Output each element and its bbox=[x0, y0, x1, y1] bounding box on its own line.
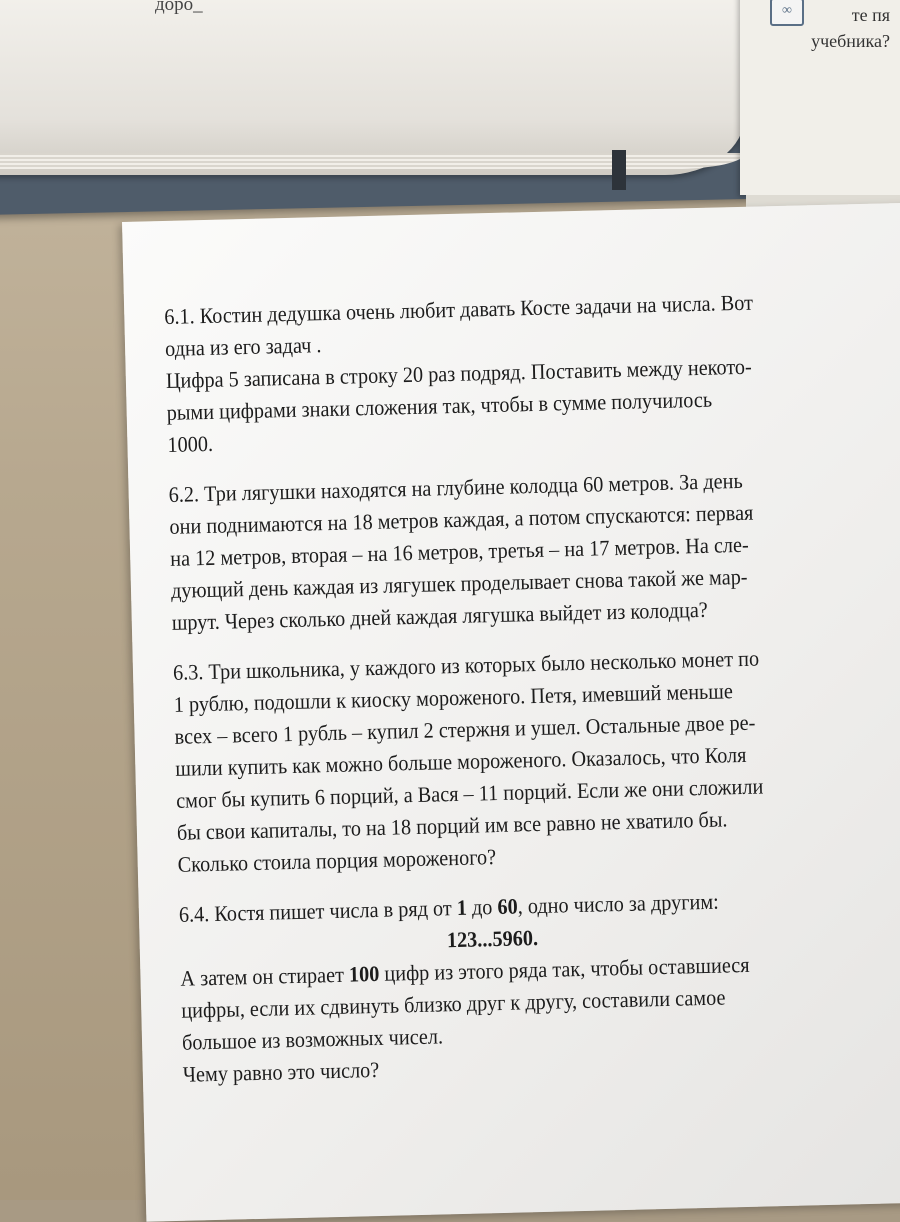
bold-number: 60 bbox=[497, 893, 518, 920]
problem-line: на 12 метров, вторая – на 16 метров, третья – на 17 метров. На сле- bbox=[169, 531, 749, 571]
worksheet-content bbox=[164, 286, 809, 1109]
problem-line: 1 рублю, подошли к киоску мороженого. Петя, имевший меньше bbox=[173, 678, 734, 717]
right-book-line-2: учебника? bbox=[811, 31, 890, 51]
problem-line: Цифра 5 записана в строку 20 раз подряд. Поставить между некото- bbox=[165, 353, 753, 393]
right-book-text bbox=[775, 2, 890, 54]
problem-6-2 bbox=[168, 464, 797, 639]
bold-number: 1 bbox=[456, 894, 468, 921]
problem-line: 6.3. Три школьника, у каждого из которых было несколько монет по bbox=[172, 645, 760, 685]
problem-text: цифр из этого ряда так, чтобы оставшиеся bbox=[378, 951, 750, 986]
problem-line: одна из его задач . bbox=[164, 332, 322, 361]
problem-6-4 bbox=[179, 884, 809, 1091]
problem-line: цифры, если их сдвинуть близко друг к другу, составили самое bbox=[180, 984, 726, 1023]
problem-text: , одно число за другим: bbox=[517, 888, 720, 919]
right-book-line-1: те пя bbox=[851, 5, 890, 25]
problem-text: А затем он стирает bbox=[180, 961, 350, 991]
problem-line: они поднимаются на 18 метров каждая, а потом спускаются: первая bbox=[169, 499, 754, 539]
problem-line: шрут. Через сколько дней каждая лягушка выйдет из колодца? bbox=[171, 596, 709, 635]
problem-6-3 bbox=[173, 642, 804, 881]
problem-text: до bbox=[466, 894, 498, 920]
problem-text: 6.4. Костя пишет числа в ряд от bbox=[178, 895, 458, 927]
problem-6-1 bbox=[164, 286, 793, 461]
notebook-bookmark bbox=[612, 150, 626, 190]
problem-line: 6.2. Три лягушки находятся на глубине колодца 60 метров. За день bbox=[168, 467, 743, 507]
book-icon: ∞ bbox=[770, 0, 804, 26]
problem-line: бы свои капиталы, то на 18 порций им все равно не хватило бы. bbox=[176, 806, 728, 845]
number-sequence: 123...5960. bbox=[446, 925, 539, 953]
problem-line: Сколько стоила порция мороженого? bbox=[177, 844, 497, 877]
problem-line: всех – всего 1 рубль – купил 2 стержня и ушел. Остальные двое ре- bbox=[174, 709, 756, 749]
problem-line: шили купить как можно больше мороженого. Оказалось, что Коля bbox=[175, 741, 747, 781]
problem-line: 1000. bbox=[167, 430, 214, 457]
problem-line: рыми цифрами знаки сложения так, чтобы в сумме получилось bbox=[166, 386, 713, 425]
problem-line: смог бы купить 6 порций, а Вася – 11 порций. Если же они сложили bbox=[175, 773, 764, 813]
bold-number: 100 bbox=[348, 960, 380, 987]
notebook-pages bbox=[0, 0, 745, 175]
notebook-corner-text: доро_ bbox=[155, 0, 203, 15]
worksheet bbox=[122, 202, 900, 1221]
problem-line: дующий день каждая из лягушек проделывает снова такой же мар- bbox=[170, 563, 748, 603]
problem-line: 6.1. Костин дедушка очень любит давать Косте задачи на числа. Вот bbox=[164, 289, 754, 329]
problem-question: Чему равно это число? bbox=[182, 1056, 380, 1087]
problem-line: большое из возможных чисел. bbox=[181, 1023, 444, 1055]
